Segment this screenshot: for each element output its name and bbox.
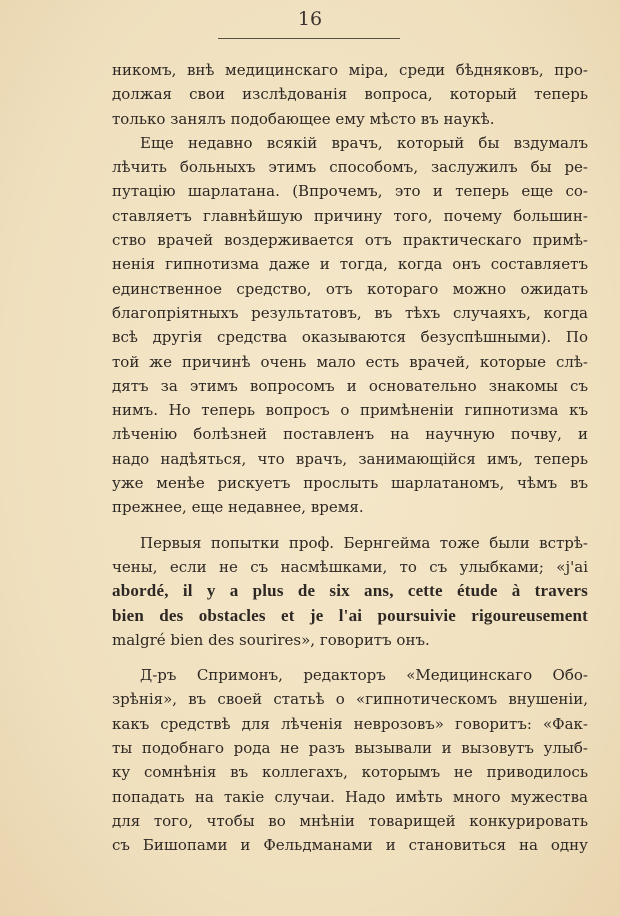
text-line: дятъ за этимъ вопросомъ и основательно знакомы съ: [112, 376, 588, 395]
text-line: Первыя попытки проф. Бернгейма тоже были встрѣ-: [140, 533, 588, 552]
text-line: нимъ. Но теперь вопросъ о примѣненіи гипнотизма къ: [112, 401, 588, 420]
text-line: прежнее, еще недавнее, время.: [112, 498, 364, 517]
text-line: ты подобнаго рода не разъ вызывали и вызовутъ улыб-: [112, 739, 588, 758]
text-line-french: bien des obstacles et je l'ai poursuivie rigoureusement: [112, 605, 588, 625]
text-line: только занялъ подобающее ему мѣсто въ наукѣ.: [112, 109, 495, 128]
text-line: должая свои изслѣдованія вопроса, который теперь: [112, 85, 588, 104]
text-line: лѣчить больныхъ этимъ способомъ, заслужилъ бы ре-: [112, 158, 588, 177]
body-text: [112, 58, 588, 858]
text-line: чены, если не съ насмѣшками, то съ улыбками; «j'ai: [112, 557, 588, 576]
text-line-french: abordé, il y a plus de six ans, cette étude à travers: [112, 581, 588, 601]
text-line: ставляетъ главнѣйшую причину того, почему большин-: [112, 206, 588, 225]
text-line: уже менѣе рискуетъ прослыть шарлатаномъ, чѣмъ въ: [112, 474, 588, 493]
text-line: Еще недавно всякій врачъ, который бы вздумалъ: [140, 133, 588, 152]
text-line: той же причинѣ очень мало есть врачей, которые слѣ-: [112, 352, 588, 371]
text-line: путацію шарлатана. (Впрочемъ, это и теперь еще со-: [112, 182, 588, 201]
text-line: съ Бишопами и Фельдманами и становиться на одну: [112, 836, 588, 855]
text-line: единственное средство, отъ котораго можно ожидать: [112, 279, 588, 298]
text-line: никомъ, внѣ медицинскаго міра, среди бѣдняковъ, про-: [112, 61, 588, 79]
text-line: попадать на такіе случаи. Надо имѣть много мужества: [112, 787, 588, 806]
text-line: лѣченію болѣзней поставленъ на научную почву, и: [112, 425, 588, 444]
header-rule: [218, 38, 400, 39]
text-line: malgré bien des sourires», говоритъ онъ.: [112, 630, 430, 649]
text-line: ненія гипнотизма даже и тогда, когда онъ составляетъ: [112, 255, 588, 274]
text-line: Д-ръ Спримонъ, редакторъ «Медицинскаго Обо-: [140, 666, 588, 685]
text-line: всѣ другія средства оказываются безуспѣшными). По: [112, 328, 588, 347]
text-line: ку сомнѣнія въ коллегахъ, которымъ не приводилось: [112, 763, 588, 782]
text-line: какъ средствѣ для лѣченія неврозовъ» говоритъ: «Фак-: [112, 714, 588, 733]
paragraph-gap: [112, 652, 588, 663]
text-line: зрѣнія», въ своей статьѣ о «гипнотическомъ внушеніи,: [112, 690, 588, 709]
text-line: ство врачей воздерживается отъ практическаго примѣ-: [112, 231, 588, 250]
text-line: благопріятныхъ результатовъ, въ тѣхъ случаяхъ, когда: [112, 303, 588, 322]
page-number: 16: [297, 8, 323, 30]
text-line: для того, чтобы во мнѣніи товарищей конкурировать: [112, 811, 588, 830]
paragraph-gap: [112, 520, 588, 531]
text-line: надо надѣяться, что врачъ, занимающійся имъ, теперь: [112, 449, 588, 468]
